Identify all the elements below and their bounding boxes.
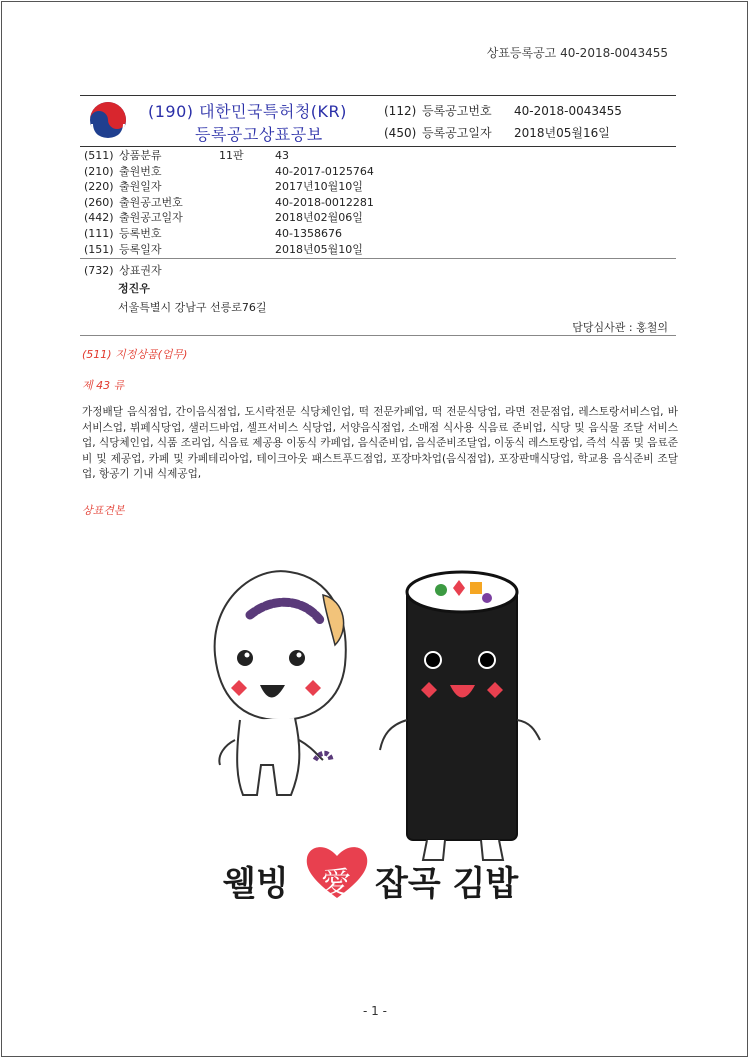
mark-specimen-heading: 상표견본 [82,504,125,517]
mark-heart-character: 愛 [321,866,351,901]
kipo-taegeuk-logo-icon [88,100,128,140]
mascot-characters-illustration [195,560,560,905]
mark-text-left: 웰빙 [223,864,289,904]
examiner: 담당심사관 : 홍철의 [572,321,668,334]
registration-publication-number: (112) 등록공고번호 40-2018-0043455 [384,104,622,118]
header-rule-bottom [80,146,676,147]
gazette-title: 등록공고상표공보 [195,125,323,144]
section-divider [80,335,676,336]
registration-publication-date: (450) 등록공고일자 2018년05월16일 [384,126,610,140]
designated-goods-heading: (511) 지정상품(업무) [82,348,188,361]
class-heading: 제 43 류 [82,379,125,392]
trademark-mark [195,560,560,905]
office-title: (190) 대한민국특허청(KR) [148,102,347,121]
holder-address: 서울특별시 강남구 선릉로76길 [118,301,267,314]
mark-text-right: 잡곡 김밥 [375,864,519,904]
holder-name: 정진우 [118,282,150,295]
document-number: 상표등록공고 40-2018-0043455 [486,46,668,60]
header-rule-top [80,95,676,96]
section-divider [80,258,676,259]
page-number: - 1 - [363,1004,387,1018]
designated-goods-list: 가정배달 음식점업, 간이음식점업, 도시락전문 식당체인업, 떡 전문카페업, 떡 전문식당업, 라면 전문점업, 레스토랑서비스업, 바서비스업, 뷔페식당업, 샐러드바업, 셀프서비스 식당업, 서양음식점업, 소매점 식사용 식음료 준비업, 식당 및 음식물 조달 서비스업, 식당체인업, 식품 조리업, 식음료 제공용 이동식 카페업, 음식준비업, 음식준비조달업, 이동식 레스토랑업, 즉석 식품 및 음료준비 및 제공업, 카페 및 카페테리아업, 테이크아웃 패스트푸드점업, 포장마차업(음식점업), 포장판매식당업, 학교용 음식준비 조달업, 항공기 기내 식제공업, [82,406,678,481]
holder-label-row: (732) 상표권자 [84,264,162,277]
